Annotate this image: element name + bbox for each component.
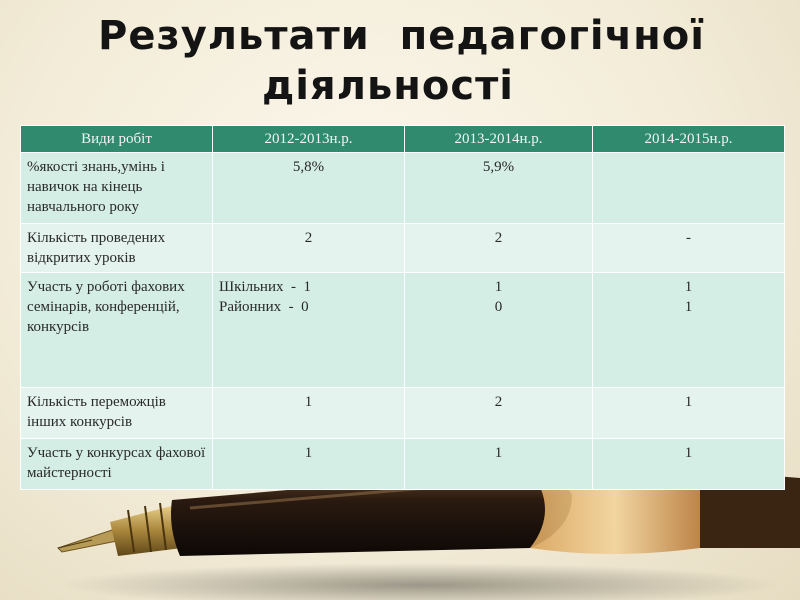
cell-value: 1: [304, 445, 313, 461]
header-year-2012-2013: 2012-2013н.р.: [213, 126, 405, 153]
cell-value: 1: [494, 279, 503, 295]
cell-2014-2015: [593, 273, 785, 388]
row-label: Участь у конкурсах фахової майстерності: [21, 439, 213, 490]
table-row: [21, 153, 785, 224]
cell-value: Шкільних - 1: [219, 279, 311, 295]
cell-value: 1: [684, 299, 693, 315]
row-label: %якості знань,умінь і навичок на кінець навчального року: [21, 153, 213, 224]
cell-value: 2: [494, 230, 503, 246]
header-year-2013-2014: 2013-2014н.р.: [405, 126, 593, 153]
cell-2014-2015: [593, 224, 785, 273]
cell-value: 1: [494, 445, 503, 461]
row-label: Кількість проведених відкритих уроків: [21, 224, 213, 273]
table-row: [21, 224, 785, 273]
cell-2012-2013: [213, 439, 405, 490]
table-row: [21, 439, 785, 490]
cell-value: 0: [494, 299, 503, 315]
cell-value: 1: [304, 394, 313, 410]
cell-value: -: [686, 230, 691, 246]
row-label: Участь у роботі фахових семінарів, конференцій, конкурсів: [21, 273, 213, 388]
cell-value: 2: [494, 394, 503, 410]
cell-2013-2014: [405, 153, 593, 224]
row-label: Кількість переможців інших конкурсів: [21, 388, 213, 439]
header-year-2014-2015: 2014-2015н.р.: [593, 126, 785, 153]
results-table: [20, 125, 785, 490]
cell-2013-2014: [405, 388, 593, 439]
cell-2012-2013: [213, 153, 405, 224]
cell-value: 2: [304, 230, 313, 246]
cell-2012-2013: [213, 273, 405, 388]
cell-value: 5,9%: [482, 159, 515, 175]
cell-2013-2014: [405, 224, 593, 273]
cell-2012-2013: [213, 388, 405, 439]
cell-value: 1: [684, 279, 693, 295]
cell-value: Районних - 0: [219, 299, 309, 315]
table-row: [21, 388, 785, 439]
header-work-type: Види робіт: [21, 126, 213, 153]
table-row: [21, 273, 785, 388]
cell-2013-2014: [405, 273, 593, 388]
cell-2014-2015: [593, 153, 785, 224]
cell-2014-2015: [593, 388, 785, 439]
cell-2013-2014: [405, 439, 593, 490]
cell-2012-2013: [213, 224, 405, 273]
cell-value: 1: [684, 445, 693, 461]
cell-2014-2015: [593, 439, 785, 490]
cell-value: 5,8%: [292, 159, 325, 175]
table-header-row: [21, 126, 785, 153]
title-line-2: діяльності: [262, 63, 515, 109]
title-line-1: Результати педагогічної: [98, 13, 705, 59]
cell-value: 1: [684, 394, 693, 410]
